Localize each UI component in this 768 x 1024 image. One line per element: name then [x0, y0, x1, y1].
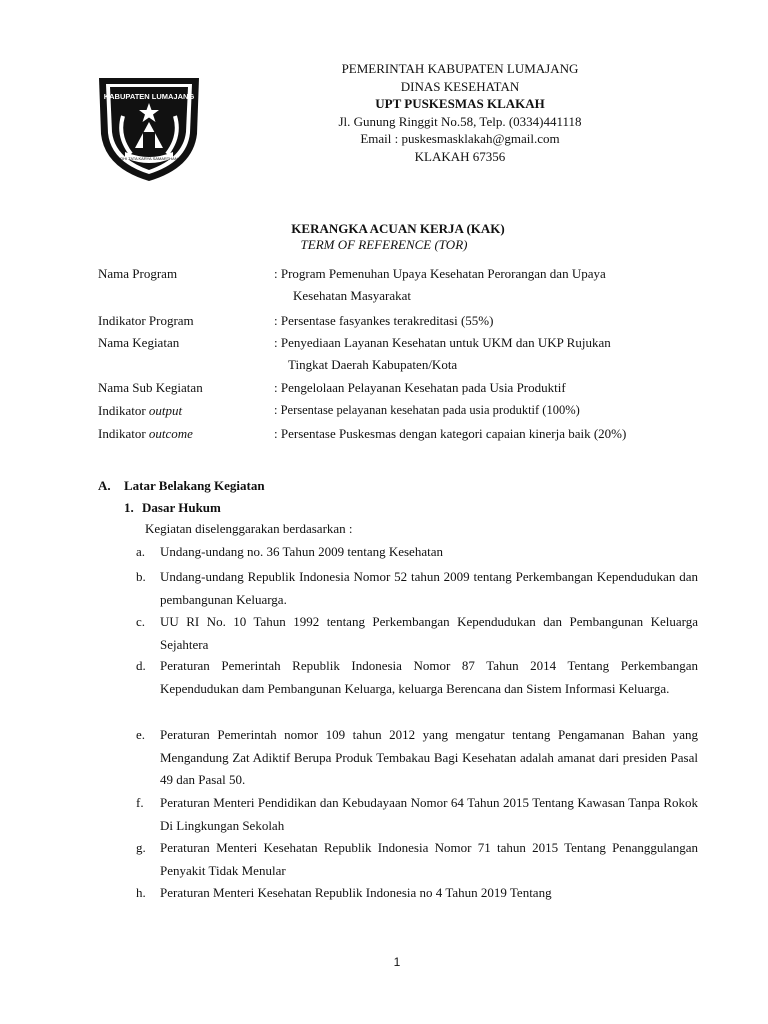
list-marker: c.: [136, 614, 146, 629]
list-text: UU RI No. 10 Tahun 1992 tentang Perkembangan Kependudukan dan Pembangunan Keluarga Sejahtera: [160, 614, 698, 652]
info-value-continued: Tingkat Daerah Kabupaten/Kota: [288, 357, 458, 372]
info-value: : Pengelolaan Pelayanan Kesehatan pada Usia Produktif: [274, 380, 566, 395]
kabupaten-lumajang-logo: [93, 72, 205, 184]
list-item: [136, 792, 698, 837]
info-label-italic: output: [148, 403, 183, 418]
list-item: [136, 611, 698, 656]
list-item: [136, 882, 698, 905]
list-item: [136, 724, 698, 792]
info-label: Nama Kegiatan: [98, 335, 180, 350]
list-marker: h.: [136, 885, 146, 900]
letterhead-city: KLAKAH 67356: [414, 148, 506, 164]
info-value: : Penyediaan Layanan Kesehatan untuk UKM dan UKP Rujukan: [274, 335, 611, 350]
info-value: : Persentase fasyankes terakreditasi (55%): [274, 313, 494, 328]
page-number: 1: [393, 955, 401, 969]
letterhead-puskesmas: UPT PUSKESMAS KLAKAH: [375, 96, 545, 111]
info-value: : Persentase pelayanan kesehatan pada usia produktif (100%): [274, 403, 580, 417]
subsection-heading-1: [124, 500, 221, 516]
info-label: Nama Sub Kegiatan: [98, 380, 203, 395]
list-marker: g.: [136, 840, 146, 855]
intro-text: Kegiatan diselenggarakan berdasarkan :: [145, 521, 353, 536]
letterhead-government: PEMERINTAH KABUPATEN LUMAJANG: [341, 61, 579, 76]
list-marker: e.: [136, 727, 146, 742]
logo-text-top: KABUPATEN LUMAJANG: [103, 92, 195, 101]
letterhead-department: DINAS KESEHATAN: [400, 78, 520, 94]
list-text: Peraturan Menteri Pendidikan dan Kebudayaan Nomor 64 Tahun 2015 Tentang Kawasan Tanpa Rokok Di Lingkungan Sekolah: [160, 795, 698, 833]
list-item: [136, 566, 698, 611]
section-marker: A.: [98, 478, 111, 493]
info-label: Nama Program: [98, 266, 178, 281]
list-text: Undang-undang Republik Indonesia Nomor 52 tahun 2009 tentang Perkembangan Kependudukan dan pembangunan Keluarga.: [160, 569, 698, 607]
list-item: [136, 837, 698, 882]
info-label: Indikator Program: [98, 313, 194, 328]
info-label-italic: outcome: [148, 426, 193, 441]
list-text: Peraturan Menteri Kesehatan Republik Indonesia no 4 Tahun 2019 Tentang: [160, 885, 552, 900]
letterhead-email: Email : puskesmasklakah@gmail.com: [360, 131, 560, 146]
info-value: : Persentase Puskesmas dengan kategori capaian kinerja baik (20%): [274, 426, 627, 441]
list-marker: b.: [136, 569, 146, 584]
letterhead-address: Jl. Gunung Ringgit No.58, Telp. (0334)441118: [338, 113, 582, 129]
info-label: Indikator outcome: [98, 426, 193, 441]
subsection-title: Dasar Hukum: [142, 500, 221, 515]
section-title: Latar Belakang Kegiatan: [124, 478, 265, 493]
list-text: Peraturan Pemerintah nomor 109 tahun 2012 yang mengatur tentang Pengamanan Bahan yang Mengandung Zat Adiktif Berupa Produk Tembakau Bagi Kesehatan adalah amanat dari presiden Pasal 49 dan Pasal 50.: [160, 727, 698, 787]
list-text: Peraturan Menteri Kesehatan Republik Indonesia Nomor 71 tahun 2015 Tentang Penanggulangan Penyakit Tidak Menular: [160, 840, 698, 878]
logo-text-bottom: ADHI TATA KARYA SAMARTHANA: [117, 156, 181, 161]
list-text: Undang-undang no. 36 Tahun 2009 tentang Kesehatan: [160, 544, 443, 559]
list-item: [136, 655, 698, 700]
document-subtitle: TERM OF REFERENCE (TOR): [300, 237, 468, 252]
section-heading-a: [98, 478, 265, 494]
document-title: KERANGKA ACUAN KERJA (KAK): [291, 221, 505, 236]
list-marker: a.: [136, 544, 146, 559]
list-item: [136, 541, 698, 564]
info-value: : Program Pemenuhan Upaya Kesehatan Perorangan dan Upaya: [274, 266, 606, 281]
info-label: Indikator output: [98, 403, 183, 418]
list-marker: d.: [136, 658, 146, 673]
subsection-marker: 1.: [124, 500, 134, 515]
info-value-continued: Kesehatan Masyarakat: [293, 288, 412, 303]
letterhead: [290, 60, 630, 165]
list-text: Peraturan Pemerintah Republik Indonesia Nomor 87 Tahun 2014 Tentang Perkembangan Kependudukan dam Pembangunan Keluarga, keluarga Berencana dan Sistem Informasi Keluarga.: [160, 658, 698, 696]
list-marker: f.: [136, 795, 144, 810]
